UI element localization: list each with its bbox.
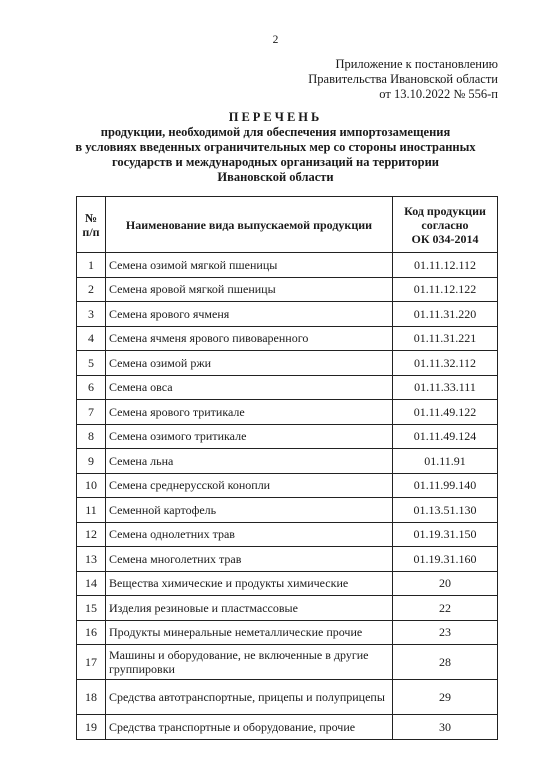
product-code: 01.11.99.140 xyxy=(393,473,498,498)
header-num xyxy=(77,197,106,253)
row-number: 5 xyxy=(77,351,106,376)
header-code xyxy=(393,197,498,253)
product-code: 01.11.49.124 xyxy=(393,424,498,449)
product-code: 01.11.32.112 xyxy=(393,351,498,376)
row-number: 12 xyxy=(77,522,106,547)
header-num-line: п/п xyxy=(82,224,100,239)
row-number: 10 xyxy=(77,473,106,498)
row-number: 19 xyxy=(77,715,106,740)
product-code: 22 xyxy=(393,596,498,621)
document-subtitle xyxy=(40,125,511,185)
row-number: 7 xyxy=(77,400,106,425)
table-row xyxy=(77,715,498,740)
appendix-line: Правительства Ивановской области xyxy=(308,72,498,87)
table-row xyxy=(77,424,498,449)
row-number: 18 xyxy=(77,680,106,715)
table-body xyxy=(77,253,498,740)
product-name: Семена ярового тритикале xyxy=(106,400,393,425)
product-name: Семена озимого тритикале xyxy=(106,424,393,449)
row-number: 9 xyxy=(77,449,106,474)
product-code: 01.19.31.150 xyxy=(393,522,498,547)
product-name: Семена овса xyxy=(106,375,393,400)
table-header-row xyxy=(77,197,498,253)
product-name: Семена яровой мягкой пшеницы xyxy=(106,277,393,302)
product-code: 01.11.12.112 xyxy=(393,253,498,278)
product-name: Изделия резиновые и пластмассовые xyxy=(106,596,393,621)
document-title: ПЕРЕЧЕНЬ xyxy=(228,110,323,124)
table-row xyxy=(77,302,498,327)
product-name: Машины и оборудование, не включенные в другие группировки xyxy=(106,645,393,680)
products-table xyxy=(76,196,498,740)
table-row xyxy=(77,375,498,400)
product-name: Средства транспортные и оборудование, прочие xyxy=(106,715,393,740)
product-name: Семенной картофель xyxy=(106,498,393,523)
page-number: 2 xyxy=(272,34,279,46)
table-row xyxy=(77,680,498,715)
appendix-note xyxy=(308,57,498,103)
table-row xyxy=(77,449,498,474)
product-code: 29 xyxy=(393,680,498,715)
product-name: Продукты минеральные неметаллические прочие xyxy=(106,620,393,645)
appendix-line: Приложение к постановлению xyxy=(335,57,498,71)
table-row xyxy=(77,473,498,498)
row-number: 3 xyxy=(77,302,106,327)
product-name: Семена озимой ржи xyxy=(106,351,393,376)
product-code: 01.11.49.122 xyxy=(393,400,498,425)
table-row xyxy=(77,620,498,645)
table-row xyxy=(77,498,498,523)
product-code: 01.13.51.130 xyxy=(393,498,498,523)
table-row xyxy=(77,253,498,278)
subtitle-line: в условиях введенных ограничительных мер со стороны иностранных xyxy=(75,140,476,154)
product-name: Семена озимой мягкой пшеницы xyxy=(106,253,393,278)
product-name: Семена ярового ячменя xyxy=(106,302,393,327)
table-row xyxy=(77,522,498,547)
row-number: 11 xyxy=(77,498,106,523)
table-row xyxy=(77,571,498,596)
table-row xyxy=(77,547,498,572)
table-row xyxy=(77,326,498,351)
table-row xyxy=(77,351,498,376)
row-number: 16 xyxy=(77,620,106,645)
row-number: 1 xyxy=(77,253,106,278)
document-heading xyxy=(40,110,511,185)
subtitle-line: Ивановской области xyxy=(217,170,334,184)
row-number: 8 xyxy=(77,424,106,449)
product-name: Средства автотранспортные, прицепы и полуприцепы xyxy=(106,680,393,715)
row-number: 2 xyxy=(77,277,106,302)
header-code-line: Код продукции xyxy=(404,203,486,218)
appendix-line: от 13.10.2022 № 556-п xyxy=(379,87,498,102)
product-name: Семена однолетних трав xyxy=(106,522,393,547)
table-row xyxy=(77,277,498,302)
product-name: Семена льна xyxy=(106,449,393,474)
row-number: 6 xyxy=(77,375,106,400)
product-code: 01.11.33.111 xyxy=(393,375,498,400)
product-code: 01.11.91 xyxy=(393,449,498,474)
row-number: 17 xyxy=(77,645,106,680)
header-num-line: № xyxy=(84,210,98,225)
row-number: 14 xyxy=(77,571,106,596)
product-code: 28 xyxy=(393,645,498,680)
subtitle-line: продукции, необходимой для обеспечения импортозамещения xyxy=(100,125,451,139)
product-code: 20 xyxy=(393,571,498,596)
subtitle-line: государств и международных организаций на территории xyxy=(111,155,440,169)
product-code: 30 xyxy=(393,715,498,740)
product-code: 01.11.12.122 xyxy=(393,277,498,302)
header-name: Наименование вида выпускаемой продукции xyxy=(106,197,393,253)
product-code: 01.19.31.160 xyxy=(393,547,498,572)
product-name: Семена многолетних трав xyxy=(106,547,393,572)
product-code: 23 xyxy=(393,620,498,645)
product-code: 01.11.31.221 xyxy=(393,326,498,351)
table-row xyxy=(77,400,498,425)
product-name: Семена среднерусской конопли xyxy=(106,473,393,498)
table-row xyxy=(77,645,498,680)
header-code-line: согласно xyxy=(421,217,469,232)
table-row xyxy=(77,596,498,621)
row-number: 4 xyxy=(77,326,106,351)
row-number: 13 xyxy=(77,547,106,572)
product-name: Вещества химические и продукты химические xyxy=(106,571,393,596)
row-number: 15 xyxy=(77,596,106,621)
product-name: Семена ячменя ярового пивоваренного xyxy=(106,326,393,351)
header-code-line: ОК 034-2014 xyxy=(411,231,479,246)
product-code: 01.11.31.220 xyxy=(393,302,498,327)
